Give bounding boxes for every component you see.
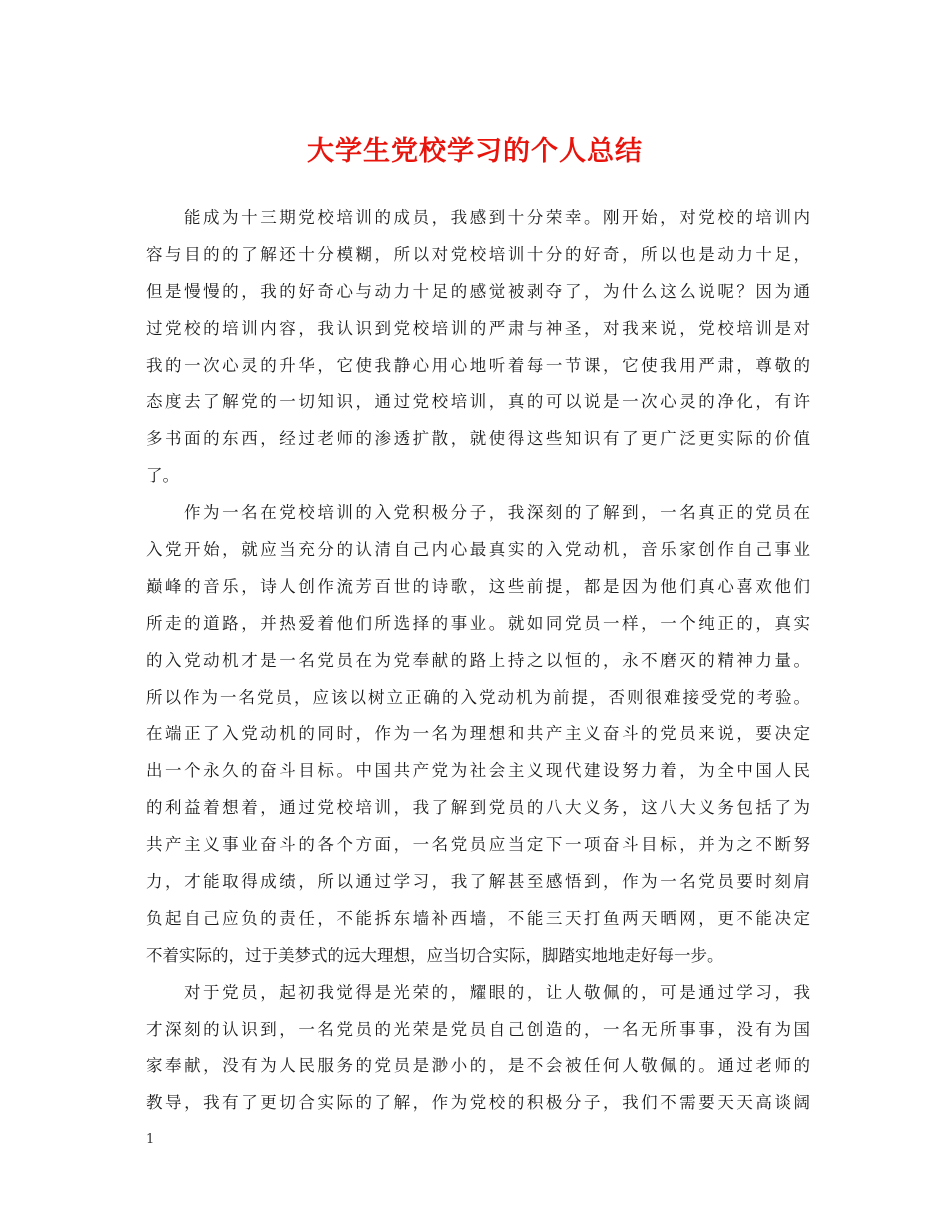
paragraph-line: 才深刻的认识到，一名党员的光荣是党员自己创造的，一名无所事事，没有为国	[146, 1019, 810, 1039]
page-number: 1	[146, 1132, 155, 1147]
page-title: 大学生党校学习的个人总结	[307, 136, 643, 167]
paragraph-line: 能成为十三期党校培训的成员，我感到十分荣幸。刚开始，对党校的培训内	[184, 208, 810, 227]
paragraph-line: 不着实际的，过于美梦式的远大理想，应当切合实际，脚踏实地地走好每一步。	[146, 945, 724, 965]
paragraph-line: 过党校的培训内容，我认识到党校培训的严肃与神圣，对我来说，党校培训是对	[146, 318, 810, 338]
paragraph-line: 教导，我有了更切合实际的了解，作为党校的积极分子，我们不需要天天高谈阔	[146, 1093, 810, 1113]
paragraph-line: 在端正了入党动机的同时，作为一名为理想和共产主义奋斗的党员来说，要决定	[146, 724, 810, 744]
paragraph-line: 出一个永久的奋斗目标。中国共产党为社会主义现代建设努力着，为全中国人民	[146, 761, 810, 781]
paragraph-line: 入党开始，就应当充分的认清自己内心最真实的入党动机，音乐家创作自己事业	[146, 540, 810, 560]
paragraph-line: 所以作为一名党员，应该以树立正确的入党动机为前提，否则很难接受党的考验。	[146, 687, 810, 707]
paragraph-line: 但是慢慢的，我的好奇心与动力十足的感觉被剥夺了，为什么这么说呢？因为通	[146, 281, 810, 301]
paragraph-line: 力，才能取得成绩，所以通过学习，我了解甚至感悟到，作为一名党员要时刻肩	[146, 872, 810, 892]
document-body	[146, 200, 810, 1122]
paragraph-line: 我的一次心灵的升华，它使我静心用心地听着每一节课，它使我用严肃，尊敬的	[146, 355, 810, 375]
paragraph-line: 负起自己应负的责任，不能拆东墙补西墙，不能三天打鱼两天晒网，更不能决定	[146, 908, 810, 928]
paragraph-line: 所走的道路，并热爱着他们所选择的事业。就如同党员一样，一个纯正的，真实	[146, 613, 810, 633]
paragraph-line: 家奉献，没有为人民服务的党员是渺小的，是不会被任何人敬佩的。通过老师的	[146, 1056, 810, 1076]
paragraph-line: 对于党员，起初我觉得是光荣的，耀眼的，让人敬佩的，可是通过学习，我	[184, 982, 810, 1002]
paragraph-line: 了。	[146, 466, 179, 486]
paragraph-line: 的利益着想着，通过党校培训，我了解到党员的八大义务，这八大义务包括了为	[146, 798, 810, 818]
paragraph-line: 的入党动机才是一名党员在为党奉献的路上持之以恒的，永不磨灭的精神力量。	[146, 650, 810, 670]
paragraph-line: 态度去了解党的一切知识，通过党校培训，真的可以说是一次心灵的净化，有许	[146, 392, 810, 412]
paragraph-line: 多书面的东西，经过老师的渗透扩散，就使得这些知识有了更广泛更实际的价值	[146, 429, 810, 449]
paragraph-line: 巅峰的音乐，诗人创作流芳百世的诗歌，这些前提，都是因为他们真心喜欢他们	[146, 576, 810, 596]
paragraph-line: 作为一名在党校培训的入党积极分子，我深刻的了解到，一名真正的党员在	[184, 503, 810, 523]
paragraph-line: 容与目的的了解还十分模糊，所以对党校培训十分的好奇，所以也是动力十足，	[146, 244, 810, 264]
paragraph-line: 共产主义事业奋斗的各个方面，一名党员应当定下一项奋斗目标，并为之不断努	[146, 835, 810, 855]
